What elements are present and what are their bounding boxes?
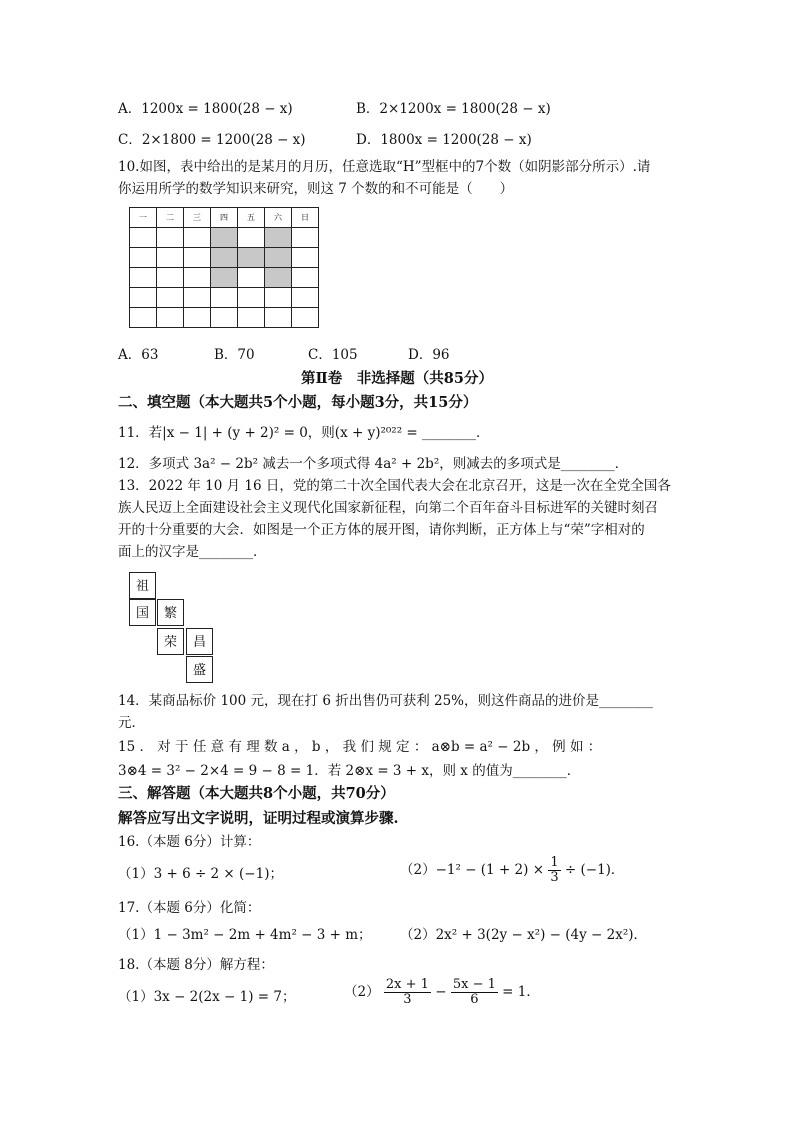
section3-note: 解答应写出文字说明，证明过程或演算步骤. — [118, 810, 399, 827]
calendar-row — [130, 228, 319, 248]
section3-title: 三、解答题（本大题共8个小题，共70分） — [118, 785, 395, 802]
q16-fraction-numerator: 1 — [550, 855, 559, 870]
calendar-cell — [157, 248, 184, 268]
calendar-cell — [157, 308, 184, 328]
net-face-fan: 繁 — [157, 599, 184, 626]
q16-stem: 16.（本题 6分）计算： — [118, 834, 261, 850]
calendar-cell — [157, 268, 184, 288]
q15-line1: 15 ． 对 于 任 意 有 理 数 a ， b ， 我 们 规 定 ： a⊗b = a² − 2b ， 例 如 ： — [118, 739, 602, 755]
section2-title: 二、填空题（本大题共5个小题，每小题3分，共15分） — [118, 394, 478, 411]
q10-option-b: B．70 — [214, 347, 255, 363]
calendar-cell — [211, 308, 238, 328]
q12: 12．多项式 3a² − 2b² 减去一个多项式得 4a² + 2b²，则减去的多项式是________． — [118, 456, 629, 472]
q9-option-d: D．1800x = 1200(28 − x) — [356, 132, 532, 148]
q16-part2 — [400, 856, 624, 885]
net-face-rong: 荣 — [157, 628, 184, 655]
q13-line3: 开的十分重要的大会．如图是一个正方体的展开图，请你判断，正方体上与“荣”字相对的 — [118, 522, 645, 538]
calendar-cell-shaded — [211, 228, 238, 248]
calendar-cell — [265, 288, 292, 308]
q18-part2-suffix: = 1． — [502, 984, 540, 1000]
calendar-header-cell: 一 — [130, 208, 157, 228]
q18-fraction-2 — [451, 978, 498, 1007]
q18-minus-sign: − — [435, 984, 447, 1000]
q9-option-c: C．2×1800 = 1200(28 − x) — [118, 132, 306, 148]
calendar-cell — [157, 228, 184, 248]
calendar-cell-shaded — [238, 248, 265, 268]
q18-fraction-2-denominator: 6 — [470, 992, 479, 1007]
calendar-header-cell: 四 — [211, 208, 238, 228]
net-face-zu: 祖 — [129, 572, 156, 599]
calendar-cell — [130, 228, 157, 248]
calendar-cell — [184, 248, 211, 268]
calendar-cell-shaded — [265, 228, 292, 248]
calendar-cell — [184, 268, 211, 288]
calendar-cell — [157, 288, 184, 308]
calendar-cell — [238, 288, 265, 308]
q18-fraction-1 — [384, 978, 431, 1007]
calendar-cell — [130, 268, 157, 288]
calendar-cell — [292, 228, 319, 248]
calendar-cell — [292, 248, 319, 268]
q17-stem: 17.（本题 6分）化简： — [118, 900, 261, 916]
q16-fraction — [548, 856, 560, 885]
q17-part2: （2）2x² + 3(2y − x²) − (4y − 2x²)． — [400, 927, 648, 943]
calendar-row — [130, 268, 319, 288]
q16-fraction-denominator: 3 — [550, 870, 559, 885]
calendar-cell — [292, 288, 319, 308]
calendar-cell — [292, 268, 319, 288]
calendar-header-row — [130, 208, 319, 228]
calendar-cell-shaded — [265, 268, 292, 288]
calendar-cell — [130, 308, 157, 328]
q16-part2-suffix: ÷ (−1)． — [564, 862, 625, 878]
calendar-cell — [211, 288, 238, 308]
q14-line2: 元． — [118, 715, 145, 731]
q18-stem: 18.（本题 8分）解方程： — [118, 957, 274, 973]
calendar-header-cell: 六 — [265, 208, 292, 228]
calendar-cell — [130, 288, 157, 308]
q18-part2 — [344, 978, 540, 1007]
net-face-chang: 昌 — [186, 628, 213, 655]
calendar-header-cell: 日 — [292, 208, 319, 228]
q18-fraction-2-numerator: 5x − 1 — [452, 977, 496, 992]
calendar-cell-shaded — [211, 248, 238, 268]
calendar-cell — [184, 228, 211, 248]
calendar-cell — [238, 308, 265, 328]
calendar-header-cell: 五 — [238, 208, 265, 228]
calendar-table — [129, 207, 319, 328]
q9-option-a: A．1200x = 1800(28 − x) — [118, 101, 293, 117]
q18-part1: （1）3x − 2(2x − 1) = 7； — [118, 989, 296, 1005]
calendar-cell — [184, 288, 211, 308]
calendar-cell — [238, 268, 265, 288]
q16-part2-prefix: （2）−1² − (1 + 2) × — [400, 862, 545, 878]
q18-fraction-1-denominator: 3 — [403, 992, 412, 1007]
q11: 11．若|x − 1| + (y + 2)² = 0，则(x + y)²⁰²² = ________． — [118, 425, 490, 441]
calendar-cell — [292, 308, 319, 328]
q18-fraction-1-numerator: 2x + 1 — [385, 977, 429, 992]
q10-stem-line2: 你运用所学的数学知识来研究，则这 7 个数的和不可能是（ ） — [118, 181, 514, 197]
calendar-cell-shaded — [265, 248, 292, 268]
q13-line2: 族人民迈上全面建设社会主义现代化国家新征程，向第二个百年奋斗目标进军的关键时刻召 — [118, 500, 658, 516]
calendar-cell — [238, 228, 265, 248]
q18-part2-prefix: （2） — [344, 984, 380, 1000]
q10-option-d: D．96 — [408, 347, 450, 363]
net-face-guo: 国 — [129, 599, 156, 626]
calendar-header-cell: 三 — [184, 208, 211, 228]
q16-part1: （1）3 + 6 ÷ 2 × (−1)； — [118, 866, 283, 882]
q14-line1: 14．某商品标价 100 元，现在打 6 折出售仍可获利 25%，则这件商品的进价是________ — [118, 693, 653, 709]
calendar-cell-shaded — [211, 268, 238, 288]
q10-option-c: C．105 — [308, 347, 358, 363]
q13-line1: 13．2022 年 10 月 16 日，党的第二十次全国代表大会在北京召开，这是一次在全党全国各 — [118, 478, 671, 494]
q15-line2: 3⊗4 = 3² − 2×4 = 9 − 8 = 1．若 2⊗x = 3 + x，则 x 的值为________． — [118, 763, 581, 779]
q9-option-b: B．2×1200x = 1800(28 − x) — [356, 101, 551, 117]
calendar-row — [130, 308, 319, 328]
calendar-cell — [184, 308, 211, 328]
part2-title: 第Ⅱ卷 非选择题（共85分） — [301, 370, 493, 387]
net-face-sheng: 盛 — [186, 656, 213, 683]
q17-part1: （1）1 − 3m² − 2m + 4m² − 3 + m； — [118, 927, 372, 943]
calendar-header-cell: 二 — [157, 208, 184, 228]
q10-option-a: A．63 — [118, 347, 159, 363]
q10-stem-line1: 10.如图，表中给出的是某月的月历，任意选取“H”型框中的7个数（如阴影部分所示）.请 — [118, 159, 651, 175]
calendar-cell — [130, 248, 157, 268]
calendar-cell — [265, 308, 292, 328]
q13-line4: 面上的汉字是________． — [118, 544, 267, 560]
calendar-row — [130, 248, 319, 268]
calendar-row — [130, 288, 319, 308]
